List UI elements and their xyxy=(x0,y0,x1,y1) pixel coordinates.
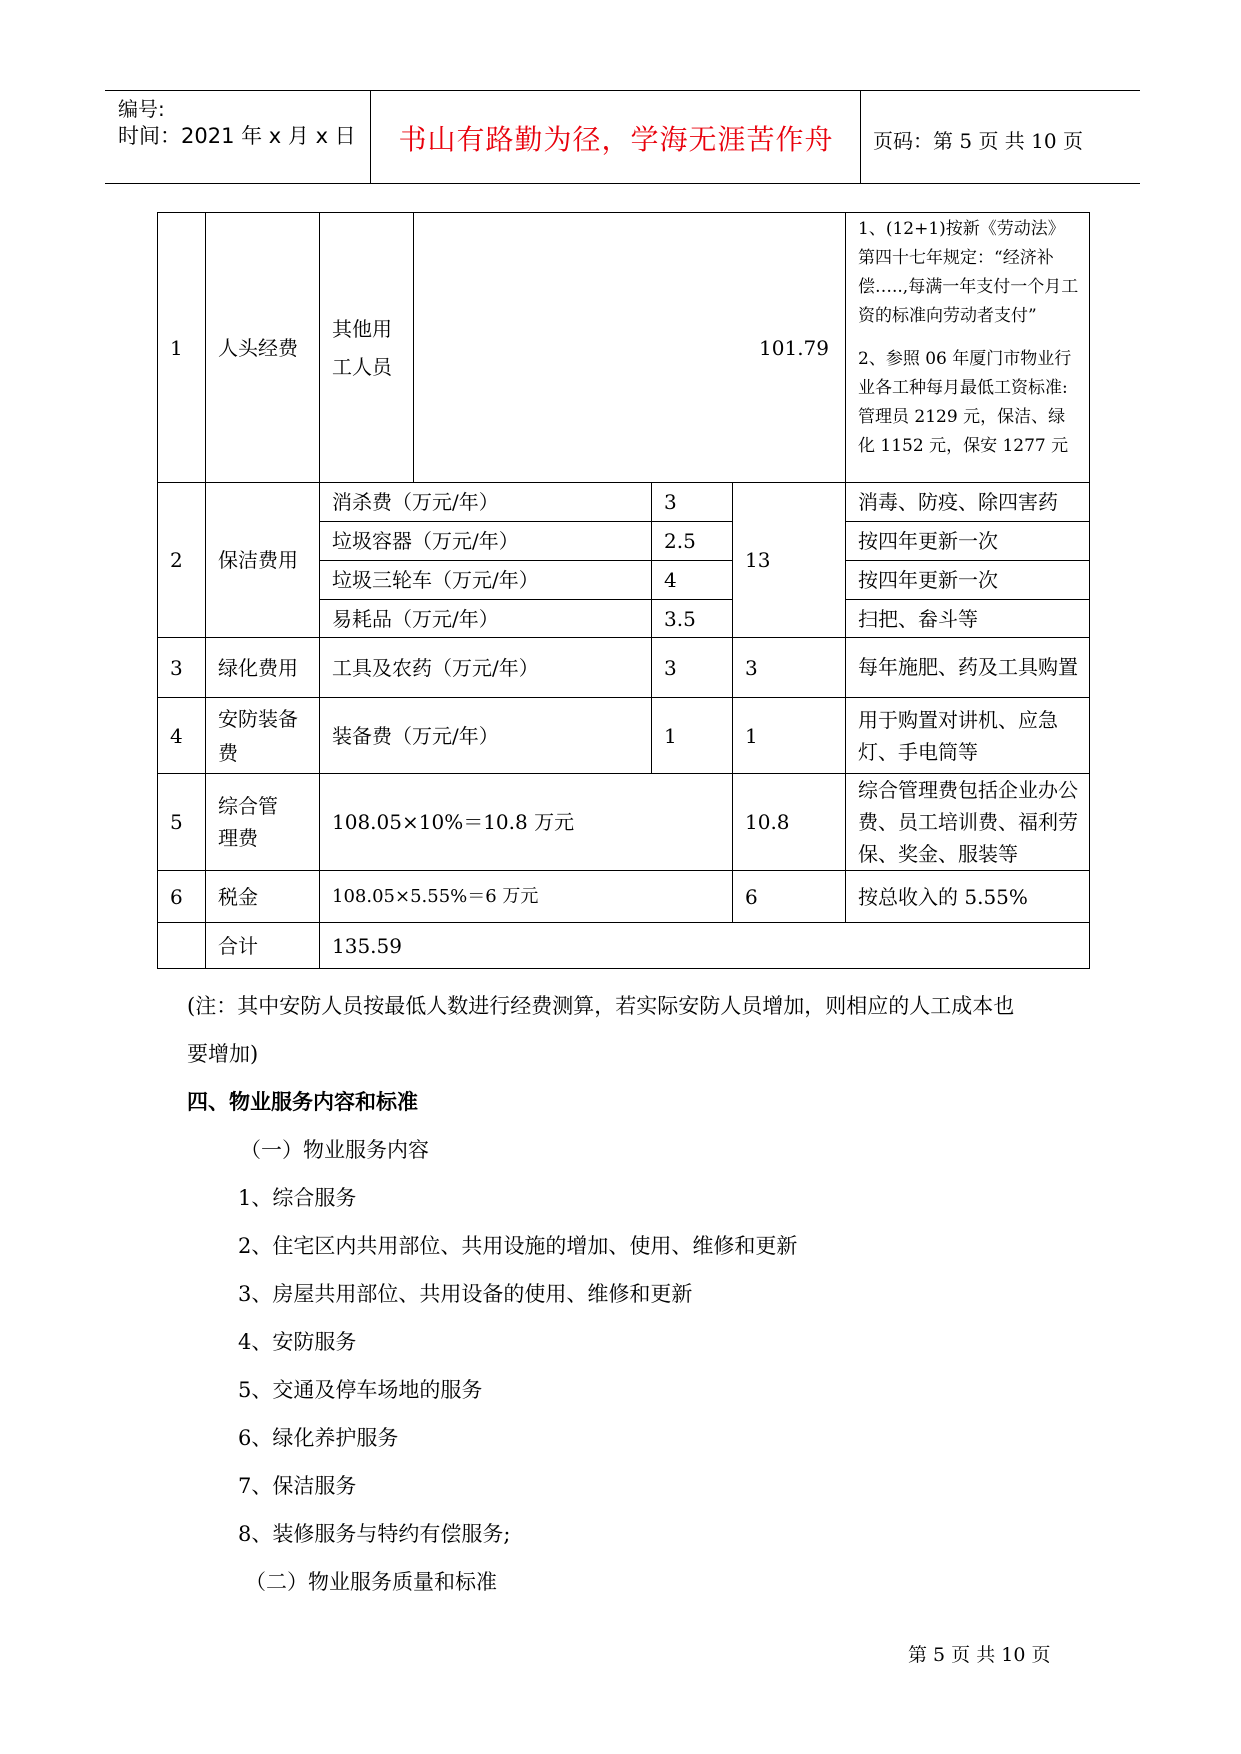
header-divider xyxy=(860,90,861,183)
row-value: 4 xyxy=(652,561,733,600)
row-item: 垃圾三轮车（万元/年） xyxy=(320,561,652,600)
table-row xyxy=(158,698,1090,774)
section-title: 四、物业服务内容和标准 xyxy=(187,1090,418,1114)
table-row xyxy=(158,871,1090,923)
serial-label: 编号: xyxy=(118,97,165,121)
time-label: 时间：2021 年 x 月 x 日 xyxy=(118,124,356,148)
row-formula: 108.05×5.55%＝6 万元 xyxy=(320,871,733,923)
cost-table xyxy=(157,212,1090,969)
row-note: 按总收入的 5.55% xyxy=(846,871,1090,923)
table-row xyxy=(158,213,1090,483)
list-item: 4、安防服务 xyxy=(238,1330,357,1354)
row-subtotal: 10.8 xyxy=(733,774,846,871)
row-note: 按四年更新一次 xyxy=(846,522,1090,561)
list-item: 6、绿化养护服务 xyxy=(238,1426,399,1450)
row-category: 安防装备费 xyxy=(206,698,320,774)
page-footer: 第 5 页 共 10 页 xyxy=(908,1644,1051,1666)
note-text: 要增加) xyxy=(187,1042,259,1066)
note-paragraph: 2、参照 06 年厦门市物业行业各工种每月最低工资标准: 管理员 2129 元，保洁、绿化 1152 元，保安 1277 元 xyxy=(858,349,1072,456)
row-category: 绿化费用 xyxy=(206,638,320,698)
row-subtotal: 6 xyxy=(733,871,846,923)
header-divider xyxy=(370,90,371,183)
row-number: 4 xyxy=(158,698,206,774)
row-item: 消杀费（万元/年） xyxy=(320,483,652,522)
row-value: 2.5 xyxy=(652,522,733,561)
list-item: 8、装修服务与特约有偿服务; xyxy=(238,1522,511,1546)
list-item: 7、保洁服务 xyxy=(238,1474,357,1498)
row-subtotal: 13 xyxy=(733,483,846,638)
header-bottom-rule xyxy=(105,183,1140,184)
row-category: 人头经费 xyxy=(206,213,320,483)
row-subtotal: 1 xyxy=(733,698,846,774)
row-item: 装备费（万元/年） xyxy=(320,698,652,774)
list-item: 1、综合服务 xyxy=(238,1186,357,1210)
row-item: 易耗品（万元/年） xyxy=(320,600,652,638)
row-note xyxy=(846,213,1090,483)
row-category: 综合管理费 xyxy=(206,774,320,871)
table-row xyxy=(158,483,1090,522)
header-motto: 书山有路勤为径，学海无涯苦作舟 xyxy=(398,123,834,156)
row-category: 保洁费用 xyxy=(206,483,320,638)
subsection-title: （一）物业服务内容 xyxy=(240,1138,429,1162)
row-formula: 108.05×10%＝10.8 万元 xyxy=(320,774,733,871)
row-item: 工具及农药（万元/年） xyxy=(320,638,652,698)
row-note: 综合管理费包括企业办公费、员工培训费、福利劳保、奖金、服装等 xyxy=(846,774,1090,871)
row-note: 按四年更新一次 xyxy=(846,561,1090,600)
table-row xyxy=(158,638,1090,698)
row-number: 2 xyxy=(158,483,206,638)
row-number: 1 xyxy=(158,213,206,483)
row-note: 每年施肥、药及工具购置 xyxy=(846,638,1090,698)
row-value: 3.5 xyxy=(652,600,733,638)
row-number xyxy=(158,923,206,969)
note-paragraph: 1、(12+1)按新《劳动法》第四十七年规定：“经济补偿…..,每满一年支付一个月工资的标准向劳动者支付” xyxy=(858,219,1079,326)
row-subtotal: 3 xyxy=(733,638,846,698)
header-page-label: 页码：第 5 页 共 10 页 xyxy=(873,129,1083,153)
row-category: 税金 xyxy=(206,871,320,923)
row-value: 1 xyxy=(652,698,733,774)
row-value: 3 xyxy=(652,483,733,522)
row-total-value: 135.59 xyxy=(320,923,1090,969)
row-number: 5 xyxy=(158,774,206,871)
table-total-row xyxy=(158,923,1090,969)
row-category: 合计 xyxy=(206,923,320,969)
row-number: 6 xyxy=(158,871,206,923)
list-item: 5、交通及停车场地的服务 xyxy=(238,1378,483,1402)
row-item: 其他用工人员 xyxy=(320,213,414,483)
header-top-rule xyxy=(105,90,1140,91)
row-item: 垃圾容器（万元/年） xyxy=(320,522,652,561)
list-item: 3、房屋共用部位、共用设备的使用、维修和更新 xyxy=(238,1282,693,1306)
row-note: 消毒、防疫、除四害药 xyxy=(846,483,1090,522)
row-amount: 101.79 xyxy=(414,213,846,483)
row-note: 用于购置对讲机、应急灯、手电筒等 xyxy=(846,698,1090,774)
note-text: (注：其中安防人员按最低人数进行经费测算，若实际安防人员增加，则相应的人工成本也 xyxy=(187,994,1015,1018)
table-row xyxy=(158,774,1090,871)
row-note: 扫把、畚斗等 xyxy=(846,600,1090,638)
list-item: 2、住宅区内共用部位、共用设施的增加、使用、维修和更新 xyxy=(238,1234,798,1258)
row-value: 3 xyxy=(652,638,733,698)
row-number: 3 xyxy=(158,638,206,698)
subsection-title: （二）物业服务质量和标准 xyxy=(245,1570,497,1594)
